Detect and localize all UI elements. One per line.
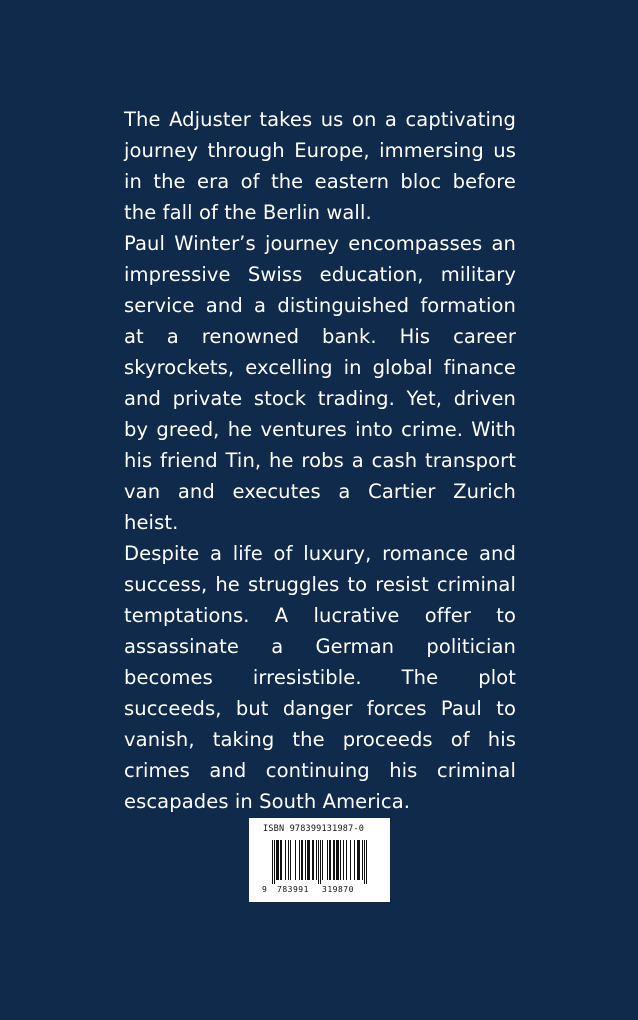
barcode-bar	[333, 840, 334, 880]
barcode-bar	[330, 840, 331, 880]
barcode-bar	[312, 840, 313, 880]
barcode-bar	[301, 840, 302, 880]
barcode-bar	[334, 840, 335, 880]
barcode-bar	[357, 840, 358, 880]
barcode-bar	[272, 840, 273, 884]
barcode-digits-left: 783991	[277, 885, 309, 894]
barcode-bar	[350, 840, 351, 880]
barcode-bar	[366, 840, 367, 884]
isbn-label: ISBN 978399131987-0	[263, 824, 365, 834]
barcode-bar	[316, 840, 317, 880]
barcode-bar	[340, 840, 341, 880]
barcode-bar	[364, 840, 365, 884]
barcode-bar	[274, 840, 275, 884]
barcode-bar	[308, 840, 309, 880]
barcode-bar	[362, 840, 363, 880]
barcode-bar	[278, 840, 279, 880]
barcode-bar	[358, 840, 359, 880]
barcode-bar	[299, 840, 300, 880]
barcode-bar	[280, 840, 281, 880]
barcode-bar	[343, 840, 344, 880]
barcode-bar	[277, 840, 278, 880]
barcode-bar	[337, 840, 338, 880]
barcode-bar	[322, 840, 323, 880]
blurb-paragraph-2: Paul Winter’s journey encompasses an impressive Swiss education, military service and a distinguished formation at a renowned bank. His career skyrockets, excelling in global finance and private stock trading. Yet, driven by greed, he ventures into crime. With his friend Tin, he robs a cash transport van and executes a Cartier Zurich heist.	[124, 232, 516, 534]
barcode-digit-lead: 9	[262, 885, 267, 894]
barcode-bar	[346, 840, 347, 880]
barcode-bar	[281, 840, 282, 880]
barcode-digits-right: 319870	[322, 885, 354, 894]
barcode-bar	[313, 840, 314, 880]
barcode-bar	[307, 840, 308, 880]
barcode-bar	[359, 840, 360, 880]
barcode-bar	[302, 840, 303, 880]
barcode-bar	[354, 840, 355, 880]
blurb-text	[124, 104, 516, 817]
isbn-barcode	[249, 818, 390, 902]
barcode-bar	[336, 840, 337, 880]
barcode-bar	[309, 840, 310, 880]
barcode-bar	[320, 840, 321, 884]
barcode-bar	[290, 840, 291, 880]
barcode-bars	[249, 840, 390, 884]
barcode-bar	[338, 840, 339, 880]
barcode-bar	[329, 840, 330, 880]
barcode-bar	[327, 840, 328, 880]
barcode-bar	[318, 840, 319, 884]
blurb-paragraph-3: Despite a life of luxury, romance and success, he struggles to resist criminal temptations. A lucrative offer to assassinate a German politician becomes irresistible. The plot succeeds, but danger forces Paul to vanish, taking the proceeds of his crimes and continuing his criminal escapades in South America.	[124, 542, 516, 813]
barcode-bar	[276, 840, 277, 880]
barcode-bar	[295, 840, 296, 880]
barcode-bar	[288, 840, 289, 880]
barcode-bar	[305, 840, 306, 880]
blurb-paragraph-1: The Adjuster takes us on a captivating journey through Europe, immersing us in the era of the eastern bloc before the fall of the Berlin wall.	[124, 108, 516, 224]
barcode-bar	[285, 840, 286, 880]
